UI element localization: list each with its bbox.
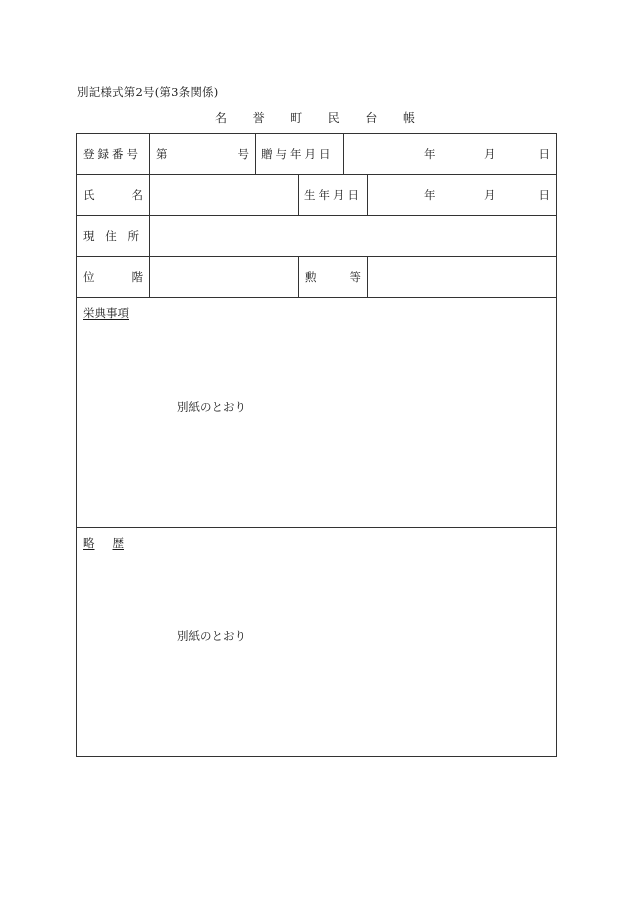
birth-date-day: 日 [538,188,550,202]
row-name [77,175,556,216]
honors-section[interactable] [77,298,556,528]
address-label-char: 所 [127,229,139,243]
page-title [215,109,415,126]
form-reference: 別記様式第2号(第3条関係) [77,85,219,99]
name-label-char: 名 [131,188,143,202]
number-prefix: 第 [156,147,168,161]
title-char: 誉 [252,111,265,125]
decoration-field[interactable] [367,257,556,297]
title-char: 町 [290,111,303,125]
rank-label-char: 階 [131,270,143,284]
birth-date-label: 生年月日 [298,175,367,215]
registration-number-field[interactable] [149,134,255,174]
name-label [77,175,149,215]
grant-date-day: 日 [538,147,550,161]
address-label-char: 現 [83,229,95,243]
grant-date-month: 月 [484,147,496,161]
title-char: 民 [327,111,340,125]
address-label-char: 住 [105,229,117,243]
birth-date-year: 年 [424,188,436,202]
decoration-label [298,257,367,297]
decoration-label-char: 等 [349,270,361,284]
name-field[interactable] [149,175,298,215]
biography-label-char: 歴 [112,536,124,550]
rank-label-char: 位 [83,270,95,284]
biography-label [83,535,124,551]
honors-note: 別紙のとおり [177,400,246,414]
registration-number-label: 登録番号 [83,147,141,161]
number-suffix: 号 [237,147,249,161]
name-label-char: 氏 [83,188,95,202]
registry-form [76,133,557,757]
row-rank [77,257,556,298]
address-label [77,216,149,256]
row-address [77,216,556,257]
biography-label-char: 略 [83,536,95,550]
biography-note: 別紙のとおり [177,629,246,643]
rank-field[interactable] [149,257,298,297]
grant-date-field[interactable] [343,134,556,174]
decoration-label-char: 勲 [305,270,317,284]
row-registration [77,134,556,175]
title-char: 帳 [402,111,415,125]
rank-label [77,257,149,297]
grant-date-year: 年 [424,147,436,161]
honors-label: 栄典事項 [83,306,129,320]
address-field[interactable] [149,216,556,256]
birth-date-field[interactable] [367,175,556,215]
biography-section[interactable] [77,528,556,756]
title-char: 名 [215,111,228,125]
title-char: 台 [365,111,378,125]
grant-date-label: 贈与年月日 [255,134,343,174]
birth-date-month: 月 [484,188,496,202]
